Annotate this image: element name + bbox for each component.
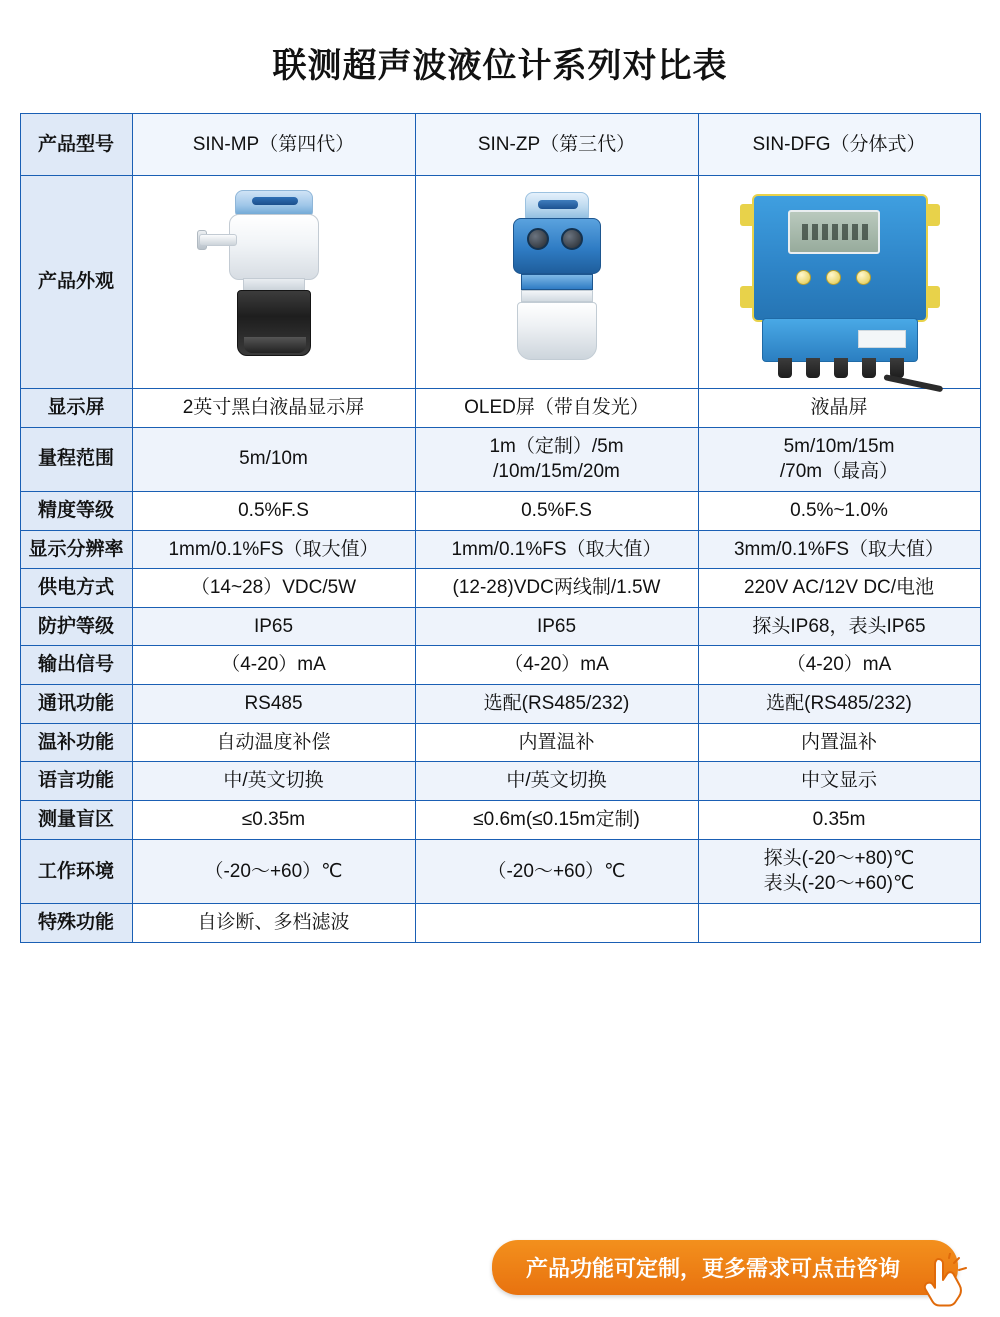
row-label: 显示分辨率	[20, 530, 132, 569]
table-cell: 中/英文切换	[132, 762, 415, 801]
product-image-zp	[415, 176, 698, 389]
table-cell: 选配(RS485/232)	[698, 685, 980, 724]
table-cell: RS485	[132, 685, 415, 724]
table-cell: 2英寸黑白液晶显示屏	[132, 389, 415, 428]
table-cell: (12-28)VDC两线制/1.5W	[415, 569, 698, 608]
row-label: 显示屏	[20, 389, 132, 428]
table-cell: 3mm/0.1%FS（取大值）	[698, 530, 980, 569]
table-cell: 0.5%F.S	[415, 491, 698, 530]
row-label: 测量盲区	[20, 801, 132, 840]
row-label: 温补功能	[20, 723, 132, 762]
colhead-zp: SIN-ZP（第三代）	[415, 114, 698, 176]
cell-line: /70m（最高）	[779, 461, 899, 483]
table-cell: 内置温补	[415, 723, 698, 762]
table-cell: OLED屏（带自发光）	[415, 389, 698, 428]
product-image-mp	[132, 176, 415, 389]
pointing-hand-icon	[918, 1253, 974, 1309]
table-cell: （4-20）mA	[698, 646, 980, 685]
table-row	[20, 530, 980, 569]
cell-line: （-20～+60）℃	[204, 860, 343, 882]
table-row-appearance	[20, 176, 980, 389]
page-title: 联测超声波液位计系列对比表	[272, 47, 728, 85]
table-row	[20, 569, 980, 608]
table-cell: 选配(RS485/232)	[415, 685, 698, 724]
cell-line: 探头(-20～+80)℃	[763, 847, 915, 869]
table-row	[20, 723, 980, 762]
table-cell: （14~28）VDC/5W	[132, 569, 415, 608]
row-label: 精度等级	[20, 491, 132, 530]
table-cell	[415, 903, 698, 942]
row-label: 特殊功能	[20, 903, 132, 942]
rowhead-model: 产品型号	[20, 114, 132, 176]
table-cell: 自诊断、多档滤波	[132, 903, 415, 942]
table-row	[20, 801, 980, 840]
row-label: 防护等级	[20, 607, 132, 646]
table-cell	[132, 427, 415, 491]
table-cell: IP65	[415, 607, 698, 646]
consult-button[interactable]	[492, 1240, 958, 1295]
table-row	[20, 646, 980, 685]
table-cell	[132, 839, 415, 903]
row-label: 工作环境	[20, 839, 132, 903]
row-label: 语言功能	[20, 762, 132, 801]
table-row	[20, 685, 980, 724]
table-cell	[698, 839, 980, 903]
comparison-table	[20, 113, 981, 943]
table-row	[20, 762, 980, 801]
table-cell	[415, 427, 698, 491]
table-cell: 中文显示	[698, 762, 980, 801]
table-cell: 内置温补	[698, 723, 980, 762]
cell-line: 表头(-20～+60)℃	[763, 873, 915, 895]
table-cell: 0.5%F.S	[132, 491, 415, 530]
table-cell	[698, 427, 980, 491]
cell-line: 1m（定制）/5m	[489, 435, 624, 457]
table-cell: 中/英文切换	[415, 762, 698, 801]
table-cell: 220V AC/12V DC/电池	[698, 569, 980, 608]
table-cell	[415, 839, 698, 903]
table-row	[20, 607, 980, 646]
row-label: 量程范围	[20, 427, 132, 491]
cell-line: （-20～+60）℃	[487, 860, 626, 882]
colhead-dfg: SIN-DFG（分体式）	[698, 114, 980, 176]
table-cell: （4-20）mA	[415, 646, 698, 685]
row-label: 通讯功能	[20, 685, 132, 724]
table-cell: 自动温度补偿	[132, 723, 415, 762]
consult-button-label: 产品功能可定制，更多需求可点击咨询	[525, 1256, 900, 1281]
table-cell: ≤0.35m	[132, 801, 415, 840]
table-header-row	[20, 114, 980, 176]
table-cell: ≤0.6m(≤0.15m定制)	[415, 801, 698, 840]
table-row	[20, 427, 980, 491]
product-image-dfg	[698, 176, 980, 389]
table-row	[20, 903, 980, 942]
cell-line: 5m/10m	[239, 448, 308, 470]
cell-line: /10m/15m/20m	[493, 461, 620, 483]
cta-area	[0, 1240, 1000, 1295]
table-cell: 0.35m	[698, 801, 980, 840]
rowhead-appearance: 产品外观	[20, 176, 132, 389]
table-cell: 1mm/0.1%FS（取大值）	[132, 530, 415, 569]
table-cell: 液晶屏	[698, 389, 980, 428]
table-cell: 探头IP68，表头IP65	[698, 607, 980, 646]
table-cell: （4-20）mA	[132, 646, 415, 685]
table-row	[20, 839, 980, 903]
colhead-mp: SIN-MP（第四代）	[132, 114, 415, 176]
table-cell: 0.5%~1.0%	[698, 491, 980, 530]
table-cell: IP65	[132, 607, 415, 646]
row-label: 供电方式	[20, 569, 132, 608]
cell-line: 5m/10m/15m	[783, 435, 895, 457]
table-cell: 1mm/0.1%FS（取大值）	[415, 530, 698, 569]
table-row	[20, 491, 980, 530]
table-row	[20, 389, 980, 428]
table-cell	[698, 903, 980, 942]
row-label: 输出信号	[20, 646, 132, 685]
